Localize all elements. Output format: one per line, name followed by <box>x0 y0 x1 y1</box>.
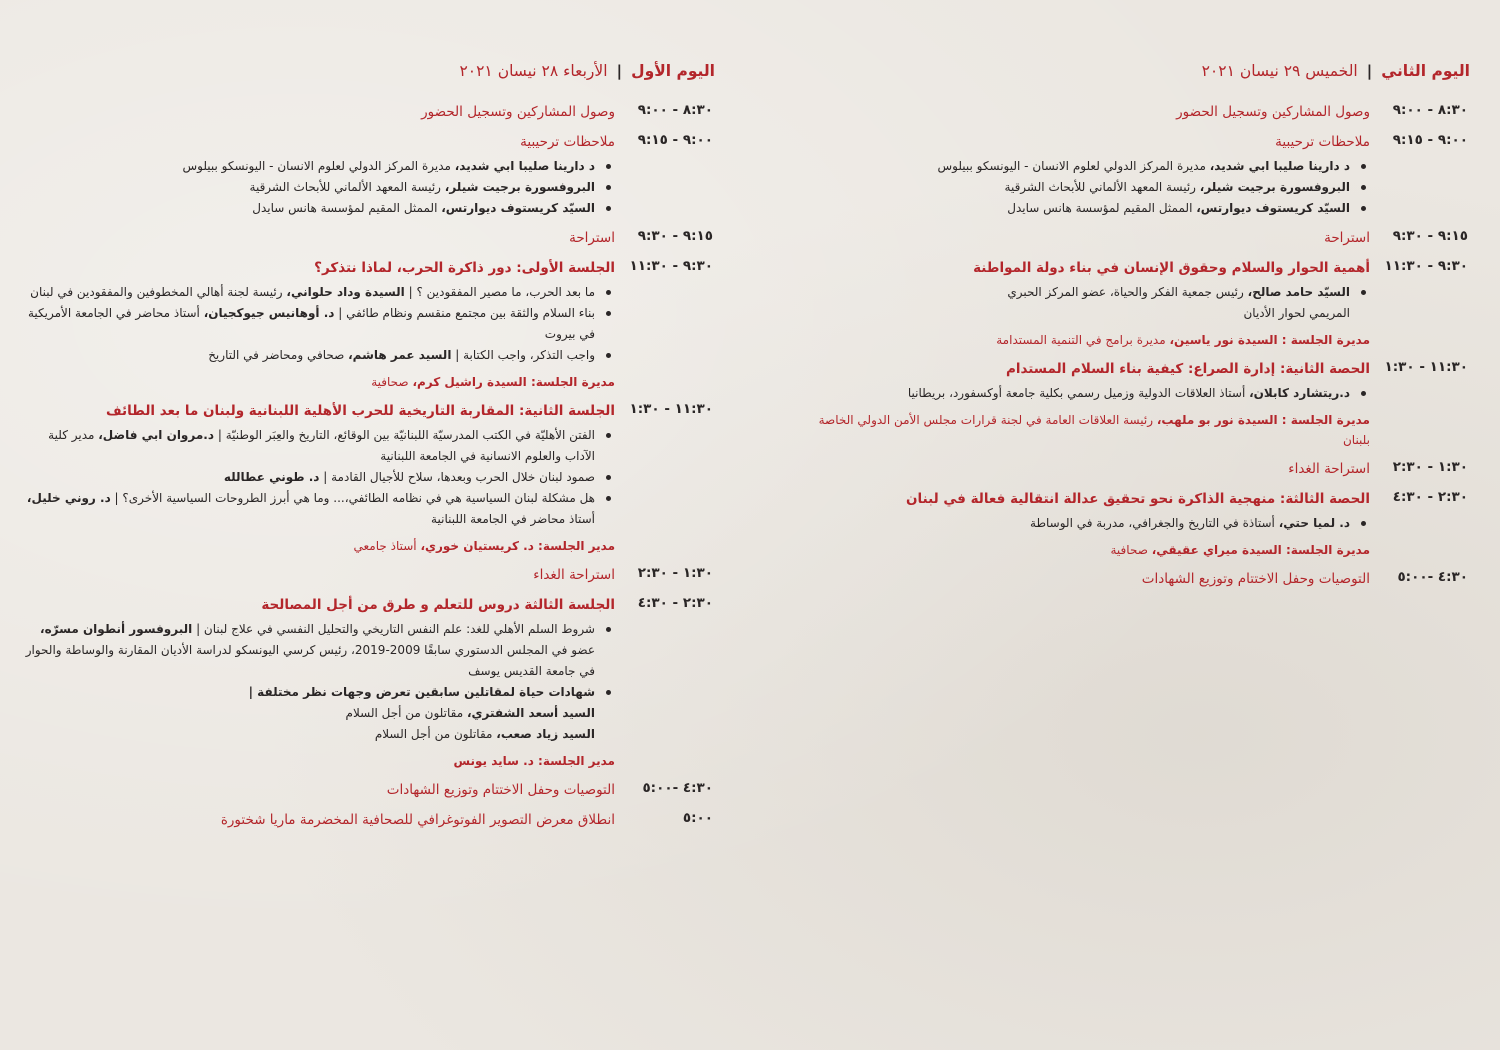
speaker-desc: رئيسة المعهد الألماني للأبحاث الشرقية <box>249 180 445 194</box>
speaker-list <box>790 513 1370 534</box>
speaker-list <box>790 282 1370 324</box>
session-title: الجلسة الثالثة دروس للتعلم و طرق من أجل المصالحة <box>261 597 615 613</box>
day-name: اليوم الأول <box>631 62 715 80</box>
speaker-name: د. لميا حتي، <box>1278 516 1350 530</box>
day1-column <box>25 62 725 840</box>
speaker-name: د. روني خليل، <box>26 491 111 505</box>
session-title: ملاحظات ترحيبية <box>1275 134 1370 150</box>
session-title: وصول المشاركين وتسجيل الحضور <box>421 104 615 120</box>
speaker-item <box>25 488 615 530</box>
speaker-desc: أستاذة في التاريخ والجغرافي، مدربة في الوساطة <box>1030 516 1279 530</box>
speaker-name: السيدة وداد حلواني، <box>286 285 405 299</box>
speaker-list <box>25 619 615 745</box>
session-time: ٨:٣٠ - ٩:٠٠ <box>637 102 713 118</box>
talk-title: ما بعد الحرب، ما مصير المفقودين ؟ | <box>404 285 595 299</box>
speaker-desc: الممثل المقيم لمؤسسة هانس سايدل <box>1007 201 1197 215</box>
speaker-name: د دارينا صليبا ابي شديد، <box>1209 159 1350 173</box>
session-title: التوصيات وحفل الاختتام وتوزيع الشهادات <box>1141 571 1370 587</box>
talk-title: واجب التذكر، واجب الكتابة | <box>451 348 595 362</box>
speaker-item <box>25 177 615 198</box>
session-title: انطلاق معرض التصوير الفوتوغرافي للصحافية المخضرمة ماريا شختورة <box>220 812 615 828</box>
speaker-item <box>790 383 1370 404</box>
moderator-label: مديرة الجلسة: السيدة ميراي عقيقي، <box>1151 543 1370 557</box>
speaker-desc: رئيس جمعية الفكر والحياة، عضو المركز الحبري المريمي لحوار الأديان <box>1007 285 1350 320</box>
talk-title: شروط السلم الأهلي للغد: علم النفس التاريخي والتحليل النفسي في علاج لبنان | <box>192 622 595 636</box>
day1-heading <box>25 62 725 80</box>
session-moderator <box>25 751 615 771</box>
session-row <box>790 569 1480 590</box>
session-row <box>25 228 725 249</box>
speaker-item <box>25 198 615 219</box>
speaker-item <box>25 467 615 488</box>
speaker-name: البروفسور أنطوان مسرّه، <box>40 622 193 636</box>
moderator-label: مدير الجلسة: د. سايد يونس <box>453 754 615 768</box>
speaker-list <box>25 282 615 366</box>
speaker-name: السيد زياد صعب، <box>496 727 595 741</box>
moderator-label: مديرة الجلسة : السيدة نور ياسين، <box>1169 333 1370 347</box>
session-row <box>25 565 725 586</box>
session-title: الجلسة الأولى: دور ذاكرة الحرب، لماذا نتذكر؟ <box>314 260 615 276</box>
session-row <box>790 258 1480 350</box>
speaker-item <box>25 682 615 745</box>
session-row <box>790 228 1480 249</box>
session-time: ٩:١٥ - ٩:٣٠ <box>1392 228 1468 244</box>
speaker-name: د.مروان ابي فاضل، <box>98 428 215 442</box>
moderator-label: مديرة الجلسة: السيدة راشيل كرم، <box>412 375 615 389</box>
session-row <box>790 132 1480 219</box>
day2-heading <box>790 62 1480 80</box>
talk-title: هل مشكلة لبنان السياسية هي في نظامه الطائفي،... وما هي أبرز الطروحات السياسية الأخرى؟ | <box>110 491 595 505</box>
speaker-desc: عضو في المجلس الدستوري سابقًا 2009-2019، رئيس كرسي اليونسكو لدراسة الأديان المقارنة والوساطة والحوار في جامعة القديس يوسف <box>25 643 595 678</box>
speaker-desc: رئيسة لجنة أهالي المخطوفين والمفقودين في لبنان <box>30 285 287 299</box>
talk-title: شهادات حياة لمقاتلين سابقين تعرض وجهات نظر مختلفة | <box>248 685 595 699</box>
speaker-item <box>25 282 615 303</box>
speaker-desc: أستاذ العلاقات الدولية وزميل رسمي بكلية جامعة أوكسفورد، بريطانيا <box>907 386 1250 400</box>
speaker-list <box>25 156 615 219</box>
day-separator: | <box>1366 62 1373 80</box>
speaker-desc: أستاذ محاضر في الجامعة الأمريكية في بيروت <box>27 306 595 341</box>
speaker-item <box>790 177 1370 198</box>
speaker-desc: صحافي ومحاضر في التاريخ <box>208 348 349 362</box>
moderator-desc: مديرة برامج في التنمية المستدامة <box>996 333 1170 347</box>
session-time: ٥:٠٠ <box>682 810 713 826</box>
session-title: التوصيات وحفل الاختتام وتوزيع الشهادات <box>386 782 615 798</box>
speaker-name: السيّد كريستوف ديوارتس، <box>441 201 595 215</box>
speaker-name: البروفسورة برجيت شيلر، <box>444 180 595 194</box>
speaker-name: د.ريتشارد كابلان، <box>1249 386 1350 400</box>
session-moderator <box>790 540 1370 560</box>
session-time: ٩:٠٠ - ٩:١٥ <box>637 132 713 148</box>
session-title: الجلسة الثانية: المقاربة التاريخية للحرب الأهلية اللبنانية ولبنان ما بعد الطائف <box>105 403 615 419</box>
session-row <box>25 132 725 219</box>
speaker-item <box>25 303 615 345</box>
moderator-desc: أستاذ جامعي <box>353 539 421 553</box>
speaker-item <box>790 513 1370 534</box>
session-moderator <box>25 536 615 556</box>
speaker-name: د دارينا صليبا ابي شديد، <box>454 159 595 173</box>
session-row <box>25 102 725 123</box>
session-title: الحصة الثانية: إدارة الصراع: كيفية بناء السلام المستدام <box>1005 361 1370 377</box>
session-time: ٨:٣٠ - ٩:٠٠ <box>1392 102 1468 118</box>
session-title: استراحة الغداء <box>1288 461 1370 477</box>
day-separator: | <box>616 62 623 80</box>
speaker-item <box>790 156 1370 177</box>
day-date: الخميس ٢٩ نيسان ٢٠٢١ <box>1201 62 1358 80</box>
day-date: الأربعاء ٢٨ نيسان ٢٠٢١ <box>459 62 608 80</box>
speaker-item <box>25 619 615 682</box>
speaker-name: السيد عمر هاشم، <box>348 348 452 362</box>
session-row <box>25 780 725 801</box>
session-title: الحصة الثالثة: منهجية الذاكرة نحو تحقيق عدالة انتقالية فعالة في لبنان <box>906 491 1370 507</box>
speaker-list <box>25 425 615 530</box>
session-time: ١١:٣٠ - ١:٣٠ <box>1384 359 1468 375</box>
moderator-desc: صحافية <box>1110 543 1152 557</box>
session-row <box>25 595 725 771</box>
session-time: ٩:٣٠ - ١١:٣٠ <box>1384 258 1468 274</box>
speaker-name: د. أوهانيس جيوكجيان، <box>203 306 335 320</box>
session-title: أهمية الحوار والسلام وحقوق الإنسان في بناء دولة المواطنة <box>973 260 1370 276</box>
speaker-desc: الممثل المقيم لمؤسسة هانس سايدل <box>252 201 442 215</box>
session-moderator <box>790 330 1370 350</box>
speaker-item <box>790 198 1370 219</box>
session-time: ١:٣٠ - ٢:٣٠ <box>637 565 713 581</box>
speaker-name: السيّد حامد صالح، <box>1247 285 1350 299</box>
speaker-list <box>790 156 1370 219</box>
day-name: اليوم الثاني <box>1381 62 1470 80</box>
session-time: ٩:٠٠ - ٩:١٥ <box>1392 132 1468 148</box>
speaker-desc: مقاتلون من أجل السلام <box>345 706 467 720</box>
session-title: استراحة الغداء <box>533 567 615 583</box>
speaker-name: السيد أسعد الشفتري، <box>466 706 595 720</box>
speaker-item <box>25 345 615 366</box>
speaker-desc: مدير كلية الآداب والعلوم الانسانية في الجامعة اللبنانية <box>48 428 595 463</box>
speaker-desc: مديرة المركز الدولي لعلوم الانسان - اليونسكو ببيلوس <box>937 159 1210 173</box>
moderator-desc: رئيسة العلاقات العامة في لجنة قرارات مجلس الأمن الدولي الخاصة بلبنان <box>818 413 1370 447</box>
speaker-desc: مقاتلون من أجل السلام <box>374 727 497 741</box>
session-time: ٩:٣٠ - ١١:٣٠ <box>629 258 713 274</box>
session-time: ٤:٣٠ -٥:٠٠ <box>1397 569 1468 585</box>
session-title: ملاحظات ترحيبية <box>520 134 615 150</box>
speaker-item <box>1005 282 1370 324</box>
speaker-desc: رئيسة المعهد الألماني للأبحاث الشرقية <box>1004 180 1200 194</box>
talk-title: صمود لبنان خلال الحرب وبعدها، سلاح للأجيال القادمة | <box>319 470 595 484</box>
session-title: استراحة <box>569 230 615 246</box>
session-time: ٤:٣٠ -٥:٠٠ <box>642 780 713 796</box>
session-row <box>790 359 1480 450</box>
session-row <box>790 102 1480 123</box>
moderator-label: مدير الجلسة: د. كريستيان خوري، <box>420 539 615 553</box>
session-title: وصول المشاركين وتسجيل الحضور <box>1176 104 1370 120</box>
speaker-name: البروفسورة برجيت شيلر، <box>1199 180 1350 194</box>
session-time: ٢:٣٠ - ٤:٣٠ <box>1392 489 1468 505</box>
session-row <box>25 258 725 392</box>
speaker-name: د. طوني عطالله <box>223 470 320 484</box>
speaker-desc: أستاذ محاضر في الجامعة اللبنانية <box>431 512 595 526</box>
session-time: ١:٣٠ - ٢:٣٠ <box>1392 459 1468 475</box>
talk-title: الفتن الأهليّة في الكتب المدرسيّة اللبنانيّة بين الوقائع، التاريخ والعِبَر الوطنيّة | <box>214 428 595 442</box>
moderator-label: مديرة الجلسة : السيدة نور بو ملهب، <box>1156 413 1370 427</box>
session-time: ٢:٣٠ - ٤:٣٠ <box>637 595 713 611</box>
moderator-desc: صحافية <box>371 375 413 389</box>
session-moderator <box>25 372 615 392</box>
session-time: ١١:٣٠ - ١:٣٠ <box>629 401 713 417</box>
day2-column <box>790 62 1480 599</box>
session-moderator <box>790 410 1370 450</box>
session-row <box>790 489 1480 560</box>
speaker-item <box>25 156 615 177</box>
session-title: استراحة <box>1324 230 1370 246</box>
talk-title: بناء السلام والثقة بين مجتمع منقسم ونظام طائفي | <box>334 306 595 320</box>
session-row <box>790 459 1480 480</box>
session-time: ٩:١٥ - ٩:٣٠ <box>637 228 713 244</box>
session-row <box>25 401 725 556</box>
speaker-item <box>25 425 615 467</box>
speaker-list <box>790 383 1370 404</box>
speaker-desc: مديرة المركز الدولي لعلوم الانسان - اليونسكو ببيلوس <box>182 159 455 173</box>
session-row <box>25 810 725 831</box>
speaker-name: السيّد كريستوف ديوارتس، <box>1196 201 1350 215</box>
